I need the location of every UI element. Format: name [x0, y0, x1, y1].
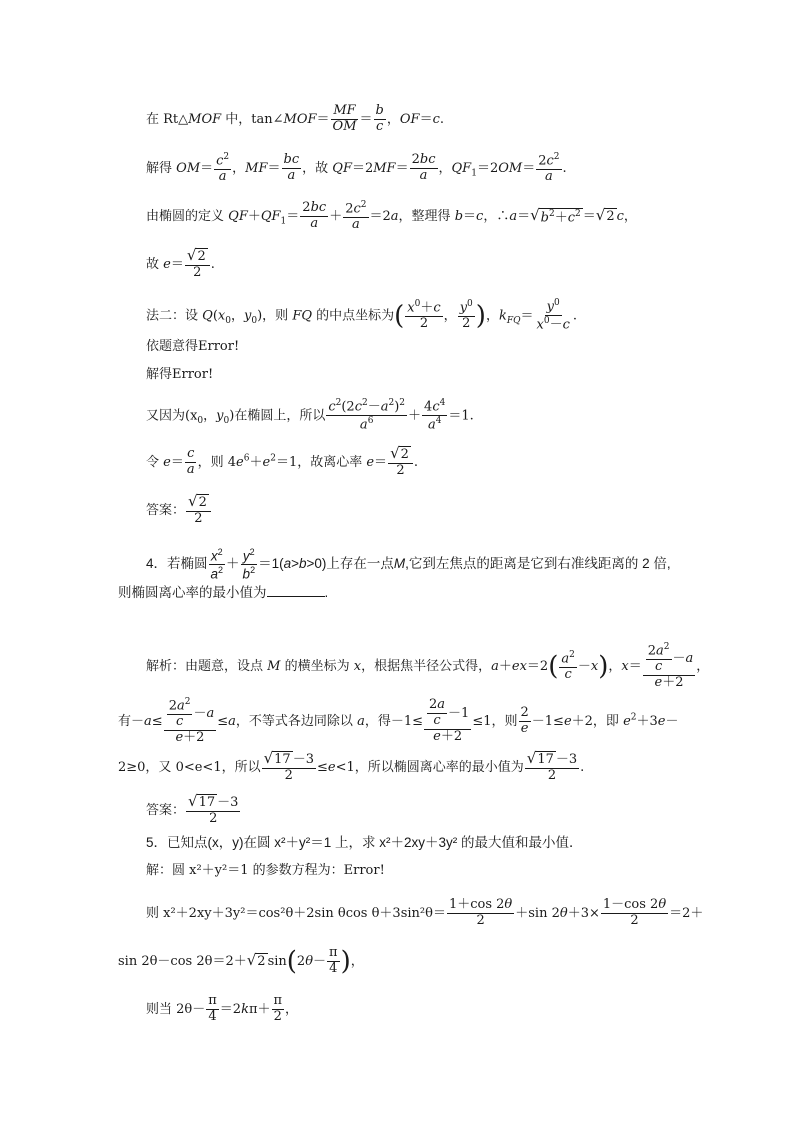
answer-2: 答案： √ 17 －3 2 [146, 792, 239, 826]
question-5: 5．已知点(x，y)在圆 x²＋y²＝1 上，求 x²＋2xy＋3y² 的最大值和最小值． [146, 835, 583, 850]
line-let-e: 令 e＝ $\frac{c}{a}$ ，则 $4e^6+e^2=1$，故离心率 e＝ √ 2 2 . [146, 444, 419, 478]
line-error-2: 解得Error! [146, 367, 214, 382]
line-ellipse-def: 由椭圆的定义 $QF+QF_1=$ $\frac{2bc}{a}$ ＋ $\frac{2c^2}{a}$ ＝2a，整理得 b＝c，∴a＝ √ $b^2+c^2$ ＝ √ 2 c， [146, 200, 637, 233]
line-on-ellipse: 又因为($x_0$，$y_0$)在椭圆上，所以 $\frac{c^2(2c^2-a^2)^2}{a^6}$ ＋ $\frac{4c^4}{a^4}$ ＝1. [146, 398, 474, 433]
solution-line-1: 解析：由题意，设点 M 的横坐标为 x，根据焦半径公式得，a＋ex＝2( $\frac{a^2}{c}$ －x)，x＝ $\frac{2a^2}{c}$ －a e＋2 ， [146, 642, 710, 691]
line-solve-om: 解得 OM＝ $\frac{c^2}{a}$ ，MF＝ $\frac{bc}{a}$ ，故 QF＝2MF＝ $\frac{2bc}{a}$ ，$QF_1=2OM=$ $\frac{2c^2}{a}$ . [146, 152, 567, 185]
fraction-b-c: $\frac{b}{c}$ [375, 103, 384, 134]
when-line: 则当 2θ－ $\frac{\pi}{4}$ ＝2kπ＋ $\frac{\pi}{2}$ ， [146, 993, 299, 1024]
expansion-line: 则 x²＋2xy＋3y²＝cos²θ＋2sin θcos θ＋3sin²θ＝ $\frac{1+\cos 2\theta}{2}$ ＋sin 2θ＋3× $\frac{1-\cos 2\theta}{2}$ ＝2＋ [146, 897, 704, 928]
line-error-1: 依题意得Error! [146, 339, 240, 354]
solution-line-3: 2≥0，又 0<e<1，所以 √ 17 －3 2 ≤e<1，所以椭圆离心率的最小值为 √ 17 －3 2 . [118, 749, 585, 783]
parametric-line: 解：圆 x²＋y²＝1 的参数方程为：Error! [146, 863, 385, 878]
question-4: 4．若椭圆 $\frac{x^2}{a^2}$ ＋ $\frac{y^2}{b^2}$ ＝1(a>b>0)上存在一点M,它到左焦点的距离是它到右准线距离的 2 倍, [146, 547, 671, 582]
sin-line: sin 2θ－cos 2θ＝2＋ √ 2 sin(2θ－ $\frac{\pi}{4}$ )， [118, 945, 364, 977]
question-4-cont: 则椭圆离心率的最小值为 . [118, 585, 329, 600]
line-rt-triangle: 在 Rt△MOF 中，tan∠MOF＝ $\frac{MF}{OM}$ ＝ $\frac{b}{c}$ ，OF＝c. [146, 103, 444, 134]
line-eccentricity: 故 e＝ √ 2 2 . [146, 246, 215, 280]
answer-1: 答案： √ 2 2 [146, 494, 212, 527]
fraction-mf-om: $\frac{MF}{OM}$ [332, 103, 357, 134]
solution-line-2: 有－a≤ $\frac{2a^2}{c}$ －a e＋2 ≤a，不等式各边同除以 a，得－1≤ $\frac{2a}{c}$ －1 e＋2 ≤1，则 $\frac{2}{e}$ －1≤e＋2，即 $e^2+3e-$ [118, 697, 679, 746]
line-method-two: 法二：设 $Q(x_0$，$y_0$)，则 FQ 的中点坐标为( $\frac{x^0+c}{2}$ ， $\frac{y^0}{2}$ )，$k_{FQ}=$ $\frac{y^0}{x^0-c}$ . [146, 298, 577, 333]
